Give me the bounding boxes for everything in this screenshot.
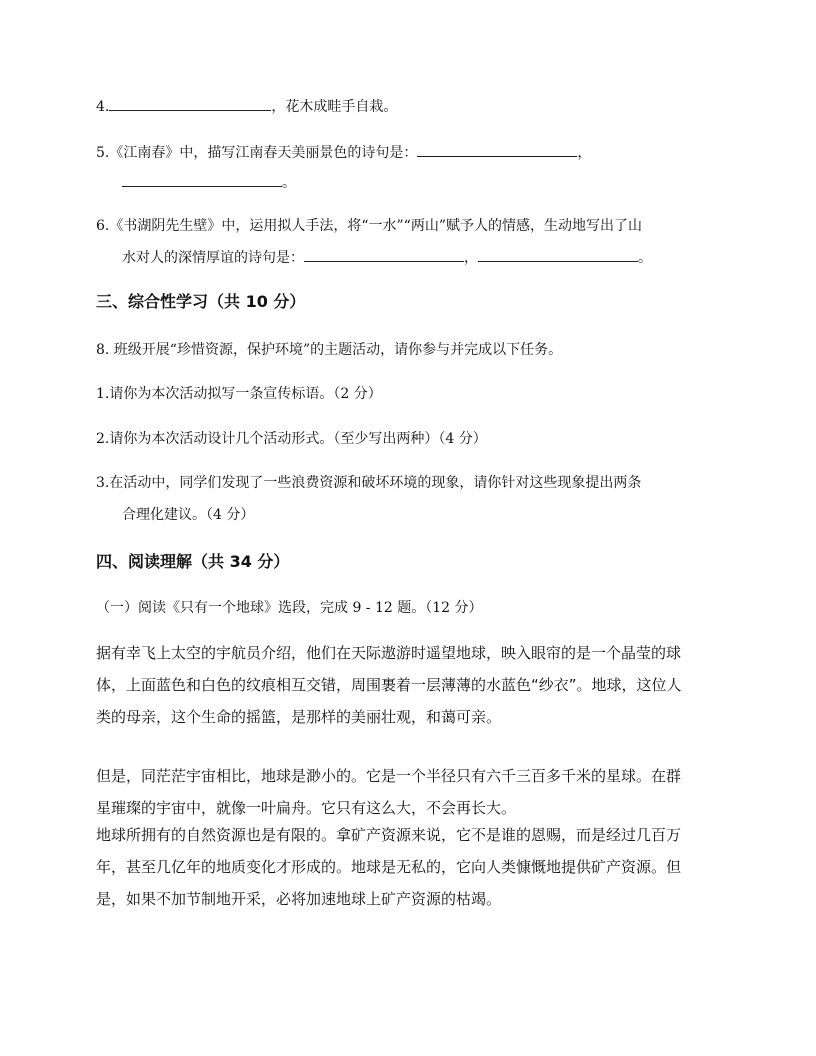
question-text: 水对人的深情厚谊的诗句是：	[122, 250, 304, 266]
answer-blank[interactable]	[109, 96, 271, 111]
passage-paragraph-2	[96, 760, 720, 824]
question-text: 5.《江南春》中，描写江南春天美丽景色的诗句是：	[96, 145, 418, 161]
passage-line: 年，甚至几亿年的地质变化才形成的。地球是无私的，它向人类慷慨地提供矿产资源。但	[96, 858, 682, 876]
section-heading: 三、综合性学习（共 10 分）	[96, 292, 306, 311]
answer-blank[interactable]	[122, 172, 282, 187]
task-3: 3.在活动中，同学们发现了一些浪费资源和破坏环境的现象，请你针对这些现象提出两条	[96, 475, 642, 491]
passage-paragraph-3	[96, 819, 720, 915]
passage-line: 类的母亲，这个生命的摇篮，是那样的美丽壮观，和蔼可亲。	[96, 708, 502, 726]
answer-blank[interactable]	[417, 142, 577, 157]
passage-line: 体，上面蓝色和白色的纹痕相互交错，周围裹着一层薄薄的水蓝色“纱衣”。地球，这位人	[96, 676, 682, 694]
passage-line: 地球所拥有的自然资源也是有限的。拿矿产资源来说，它不是谁的恩赐，而是经过几百万	[96, 826, 682, 844]
passage-line: 但是，同茫茫宇宙相比，地球是渺小的。它是一个半径只有六千三百多千米的星球。在群	[96, 767, 682, 785]
punctuation: ，	[464, 250, 478, 266]
question-6	[96, 216, 642, 236]
section-heading: 四、阅读理解（共 34 分）	[96, 552, 290, 571]
passage-line: 据有幸飞上太空的宇航员介绍，他们在天际遨游时遥望地球，映入眼帘的是一个晶莹的球	[96, 644, 682, 662]
question-4	[96, 96, 397, 117]
answer-blank[interactable]	[478, 247, 638, 262]
punctuation: 。	[282, 175, 296, 191]
passage-paragraph-1	[96, 637, 720, 733]
task-2: 2.请你为本次活动设计几个活动形式。（至少写出两种）（4 分）	[96, 431, 487, 447]
question-8: 8. 班级开展“珍惜资源，保护环境”的主题活动，请你参与并完成以下任务。	[96, 342, 563, 358]
question-5-line2	[122, 172, 296, 193]
task-3-line2: 合理化建议。（4 分）	[122, 507, 255, 523]
question-text: 6.《书湖阴先生壁》中，运用拟人手法，将“一水”“两山”赋予人的情感，生动地写出了山	[96, 218, 642, 234]
reading-subheading: （一）阅读《只有一个地球》选段，完成 9 - 12 题。（12 分）	[96, 600, 483, 616]
question-number: 4.	[96, 99, 110, 115]
passage-line: 星璀璨的宇宙中，就像一叶扁舟。它只有这么大，不会再长大。	[96, 799, 517, 817]
punctuation: 。	[638, 250, 652, 266]
question-5	[96, 142, 591, 163]
passage-line: 是，如果不加节制地开采，必将加速地球上矿产资源的枯竭。	[96, 890, 502, 908]
question-text: ，花木成畦手自栽。	[271, 99, 398, 115]
task-1: 1.请你为本次活动拟写一条宣传标语。（2 分）	[96, 386, 382, 402]
punctuation: ，	[577, 145, 592, 161]
question-6-line2	[122, 247, 652, 268]
answer-blank[interactable]	[304, 247, 464, 262]
